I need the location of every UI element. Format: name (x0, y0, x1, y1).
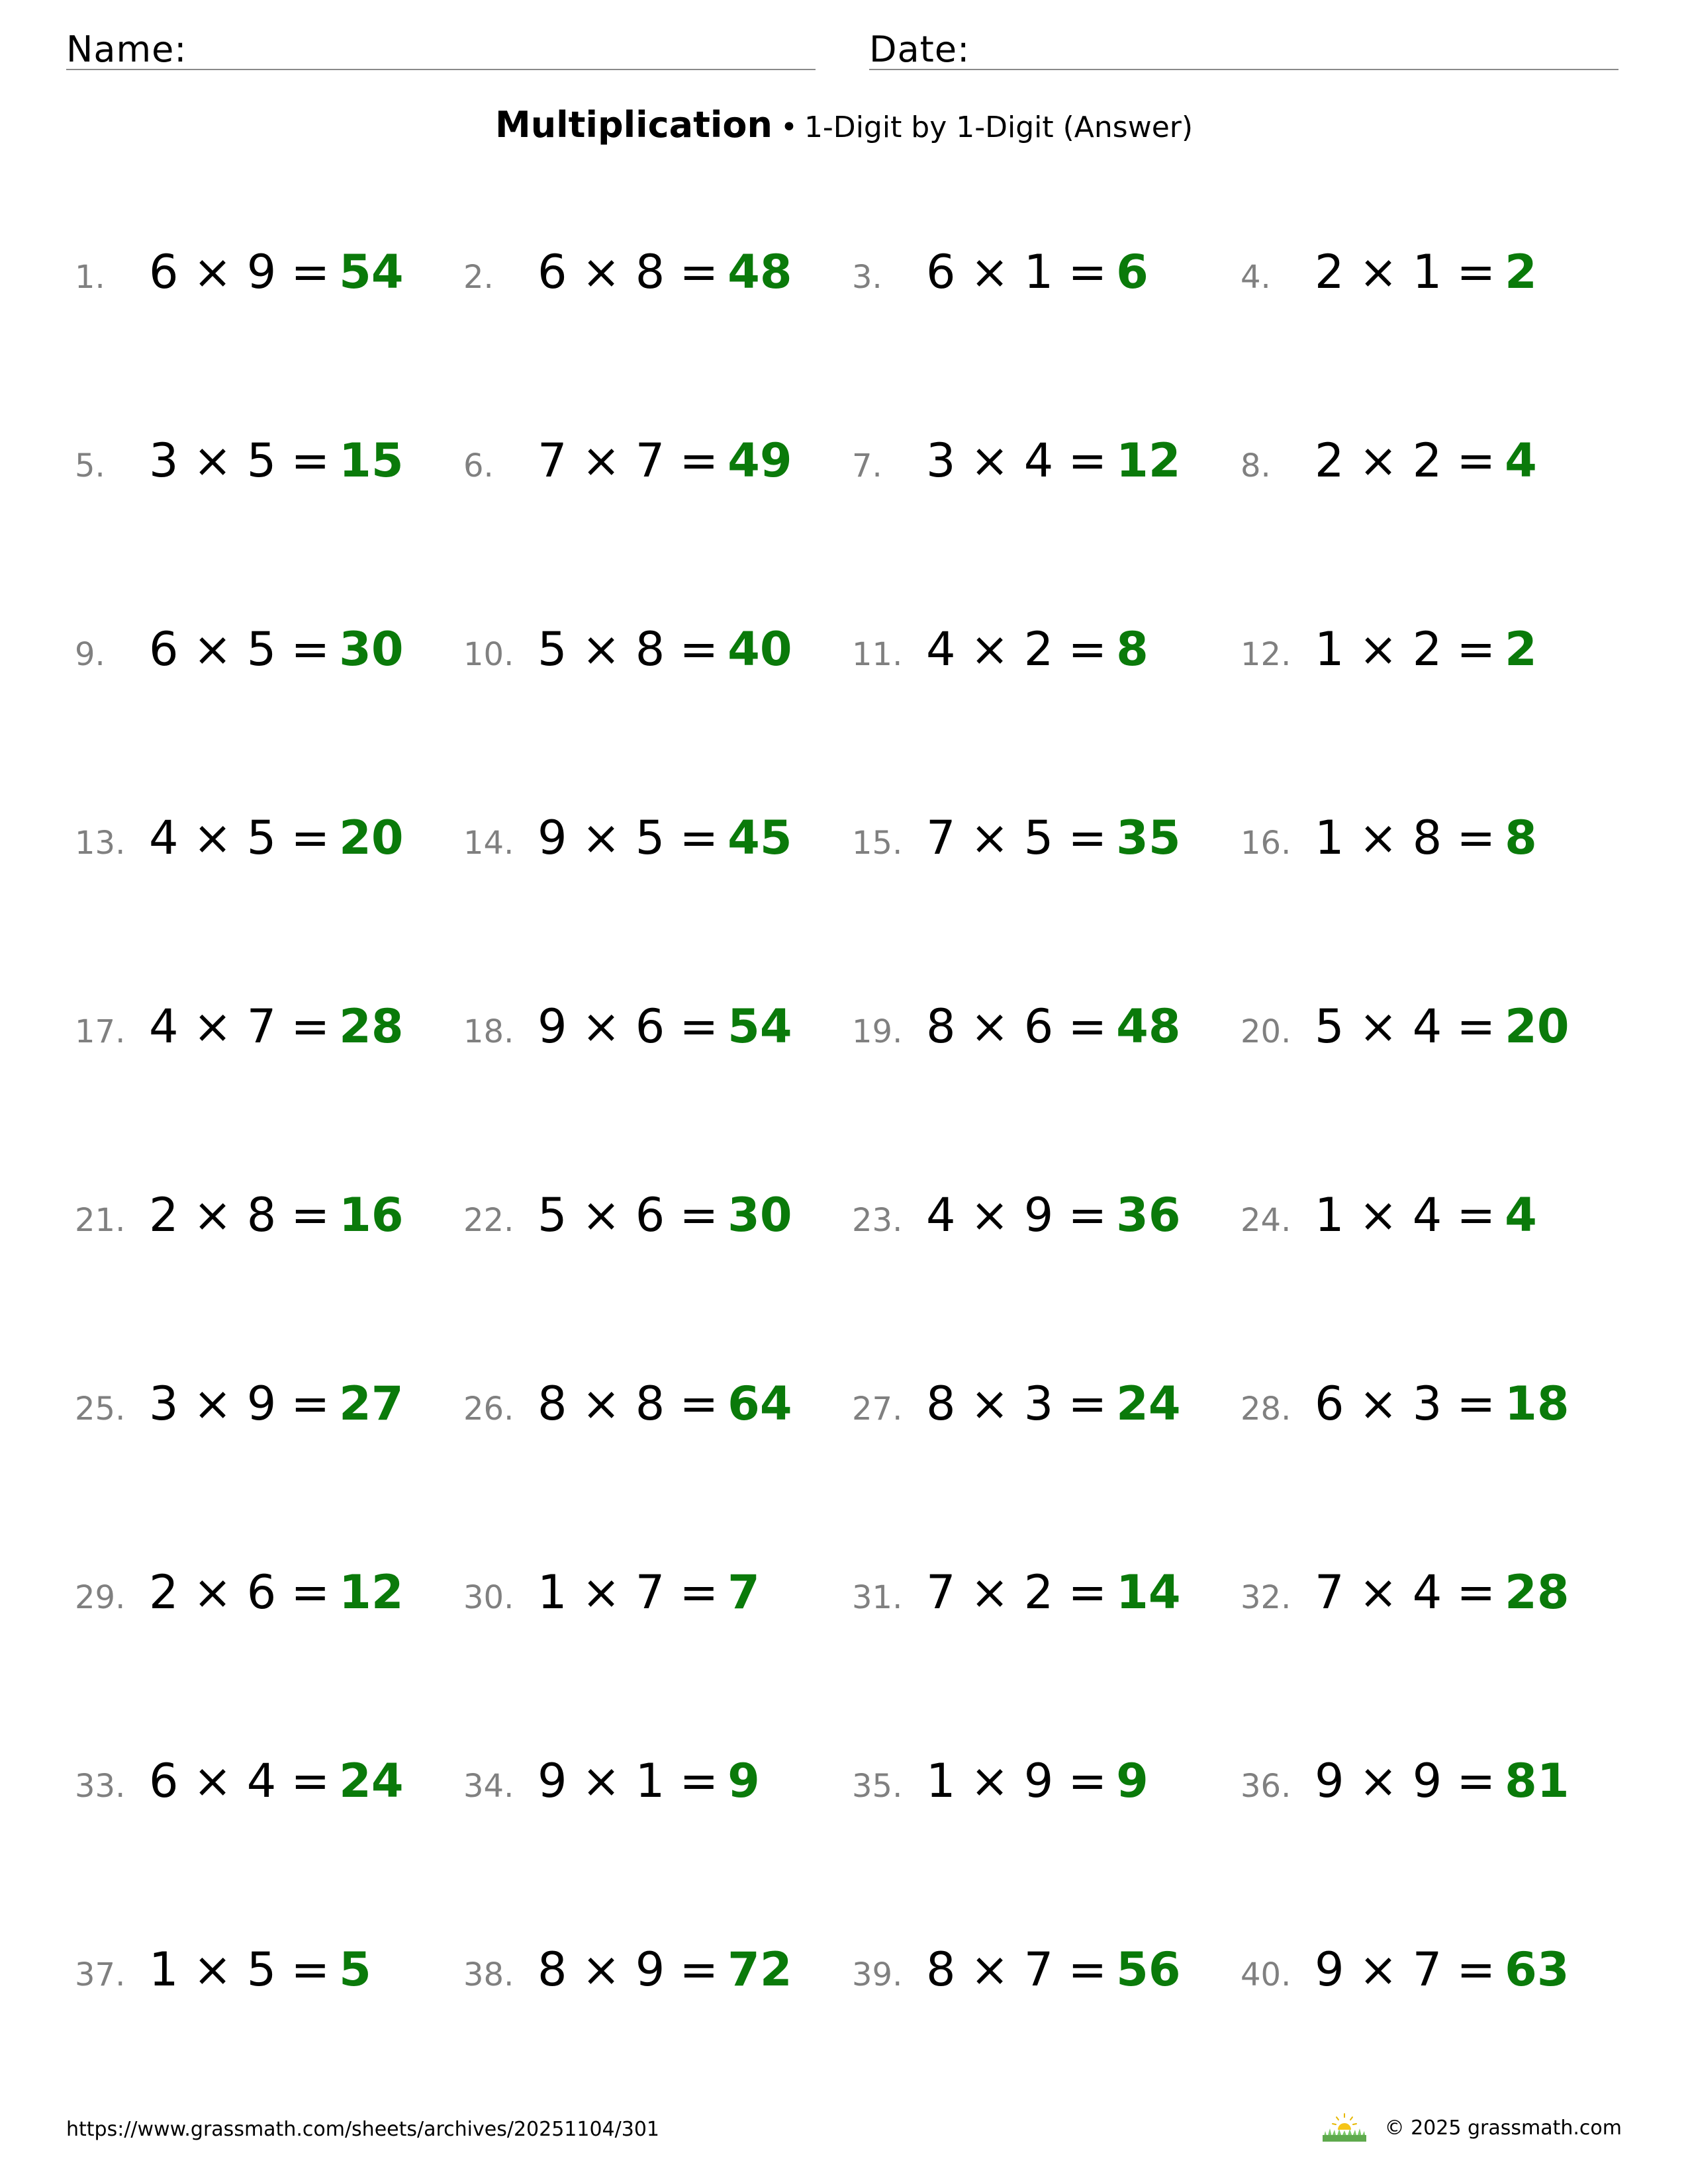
problem-item (75, 1377, 463, 1474)
problem-answer: 54 (727, 999, 792, 1054)
problem-item (75, 245, 463, 342)
problem-answer: 64 (727, 1377, 792, 1431)
problem-number: 5. (75, 447, 105, 484)
problem-answer: 2 (1505, 622, 1537, 676)
problem-expression: 2 × 6 = (149, 1565, 330, 1619)
problem-item (852, 433, 1241, 531)
name-label: Name: (66, 28, 187, 70)
problem-expression: 7 × 4 = (1315, 1565, 1496, 1619)
name-field[interactable] (66, 24, 816, 70)
problem-answer: 2 (1505, 245, 1537, 299)
date-label: Date: (869, 28, 970, 70)
problem-expression: 5 × 4 = (1315, 999, 1496, 1054)
problem-answer: 5 (339, 1942, 371, 1997)
worksheet-title (0, 104, 1688, 146)
problem-number: 15. (852, 825, 903, 862)
problem-expression: 5 × 6 = (538, 1188, 719, 1242)
problem-answer: 4 (1505, 1188, 1537, 1242)
problem-item (75, 1942, 463, 2040)
problem-item (1241, 1942, 1629, 2040)
problem-expression: 7 × 7 = (538, 433, 719, 488)
problem-number: 36. (1241, 1768, 1291, 1805)
problem-item (852, 1188, 1241, 1285)
problem-number: 26. (463, 1390, 514, 1428)
problem-expression: 4 × 5 = (149, 811, 330, 865)
problem-number: 38. (463, 1956, 514, 1993)
problem-number: 6. (463, 447, 494, 484)
problem-item (1241, 1754, 1629, 1851)
problem-item (852, 811, 1241, 908)
problem-answer: 20 (1505, 999, 1570, 1054)
problem-number: 7. (852, 447, 882, 484)
problem-item (463, 1942, 852, 2040)
problem-item (1241, 245, 1629, 342)
problem-item (852, 1377, 1241, 1474)
problem-item (852, 245, 1241, 342)
problem-answer: 14 (1116, 1565, 1181, 1619)
problem-answer: 48 (727, 245, 792, 299)
problem-answer: 16 (339, 1188, 404, 1242)
footer-copyright: © 2025 grassmath.com (1384, 2116, 1622, 2140)
problem-expression: 2 × 2 = (1315, 433, 1496, 488)
problem-expression: 1 × 8 = (1315, 811, 1496, 865)
problem-answer: 24 (1116, 1377, 1181, 1431)
problem-expression: 1 × 5 = (149, 1942, 330, 1997)
problem-item (463, 1565, 852, 1662)
problem-number: 27. (852, 1390, 903, 1428)
problem-number: 13. (75, 825, 126, 862)
problem-answer: 6 (1116, 245, 1149, 299)
problem-expression: 3 × 5 = (149, 433, 330, 488)
footer-url[interactable]: https://www.grassmath.com/sheets/archives/20251104/301 (66, 2118, 660, 2141)
problem-item (75, 1565, 463, 1662)
problem-expression: 2 × 8 = (149, 1188, 330, 1242)
problem-number: 1. (75, 259, 105, 296)
problem-expression: 6 × 9 = (149, 245, 330, 299)
problem-expression: 6 × 5 = (149, 622, 330, 676)
title-bullet: • (780, 111, 798, 144)
problem-number: 33. (75, 1768, 126, 1805)
problem-number: 8. (1241, 447, 1271, 484)
problem-item (463, 433, 852, 531)
problem-number: 31. (852, 1579, 903, 1616)
problem-expression: 9 × 5 = (538, 811, 719, 865)
problem-item (852, 622, 1241, 719)
problem-number: 19. (852, 1013, 903, 1050)
problem-expression: 9 × 6 = (538, 999, 719, 1054)
problem-expression: 6 × 3 = (1315, 1377, 1496, 1431)
problem-expression: 5 × 8 = (538, 622, 719, 676)
problem-item (852, 1565, 1241, 1662)
problem-answer: 30 (339, 622, 404, 676)
problem-expression: 4 × 9 = (926, 1188, 1107, 1242)
problem-number: 2. (463, 259, 494, 296)
problem-expression: 6 × 1 = (926, 245, 1107, 299)
problem-answer: 49 (727, 433, 792, 488)
problem-answer: 9 (727, 1754, 760, 1808)
problem-answer: 20 (339, 811, 404, 865)
problem-number: 23. (852, 1202, 903, 1239)
problem-item (463, 811, 852, 908)
problem-number: 14. (463, 825, 514, 862)
problem-item (1241, 1188, 1629, 1285)
problem-item (852, 1754, 1241, 1851)
problem-expression: 1 × 9 = (926, 1754, 1107, 1808)
problem-answer: 63 (1505, 1942, 1570, 1997)
problem-grid (75, 245, 1630, 2131)
problem-number: 25. (75, 1390, 126, 1428)
problem-number: 34. (463, 1768, 514, 1805)
problem-item (1241, 433, 1629, 531)
problem-expression: 9 × 9 = (1315, 1754, 1496, 1808)
problem-answer: 72 (727, 1942, 792, 1997)
problem-answer: 8 (1116, 622, 1149, 676)
problem-item (463, 1377, 852, 1474)
problem-number: 35. (852, 1768, 903, 1805)
problem-item (852, 1942, 1241, 2040)
problem-item (75, 999, 463, 1097)
problem-answer: 27 (339, 1377, 404, 1431)
problem-number: 30. (463, 1579, 514, 1616)
problem-item (1241, 811, 1629, 908)
problem-item (463, 622, 852, 719)
problem-number: 17. (75, 1013, 126, 1050)
problem-answer: 54 (339, 245, 404, 299)
problem-expression: 8 × 3 = (926, 1377, 1107, 1431)
problem-number: 29. (75, 1579, 126, 1616)
problem-expression: 3 × 4 = (926, 433, 1107, 488)
problem-number: 32. (1241, 1579, 1291, 1616)
footer-brand (1320, 2113, 1622, 2143)
problem-item (463, 245, 852, 342)
problem-answer: 24 (339, 1754, 404, 1808)
problem-expression: 1 × 4 = (1315, 1188, 1496, 1242)
problem-number: 39. (852, 1956, 903, 1993)
problem-answer: 45 (727, 811, 792, 865)
problem-item (75, 811, 463, 908)
problem-answer: 9 (1116, 1754, 1149, 1808)
grass-sun-logo-icon (1320, 2113, 1369, 2143)
problem-item (1241, 622, 1629, 719)
problem-answer: 12 (339, 1565, 404, 1619)
problem-expression: 1 × 2 = (1315, 622, 1496, 676)
problem-answer: 35 (1116, 811, 1181, 865)
problem-answer: 81 (1505, 1754, 1570, 1808)
problem-item (75, 1754, 463, 1851)
problem-answer: 15 (339, 433, 404, 488)
problem-answer: 12 (1116, 433, 1181, 488)
problem-item (1241, 1377, 1629, 1474)
problem-expression: 1 × 7 = (538, 1565, 719, 1619)
problem-number: 16. (1241, 825, 1291, 862)
problem-expression: 6 × 8 = (538, 245, 719, 299)
problem-expression: 7 × 2 = (926, 1565, 1107, 1619)
problem-item (463, 1754, 852, 1851)
problem-expression: 4 × 7 = (149, 999, 330, 1054)
problem-item (463, 1188, 852, 1285)
problem-answer: 28 (339, 999, 404, 1054)
problem-expression: 4 × 2 = (926, 622, 1107, 676)
problem-number: 10. (463, 636, 514, 673)
title-subtitle: 1-Digit by 1-Digit (Answer) (804, 111, 1194, 144)
problem-expression: 7 × 5 = (926, 811, 1107, 865)
title-main: Multiplication (494, 104, 773, 146)
problem-number: 12. (1241, 636, 1291, 673)
problem-answer: 40 (727, 622, 792, 676)
problem-answer: 48 (1116, 999, 1181, 1054)
problem-answer: 30 (727, 1188, 792, 1242)
date-field[interactable] (869, 24, 1618, 70)
problem-number: 40. (1241, 1956, 1291, 1993)
problem-expression: 8 × 9 = (538, 1942, 719, 1997)
problem-number: 37. (75, 1956, 126, 1993)
problem-expression: 9 × 1 = (538, 1754, 719, 1808)
problem-expression: 8 × 8 = (538, 1377, 719, 1431)
problem-number: 3. (852, 259, 882, 296)
problem-answer: 4 (1505, 433, 1537, 488)
problem-item (1241, 999, 1629, 1097)
problem-answer: 28 (1505, 1565, 1570, 1619)
problem-expression: 3 × 9 = (149, 1377, 330, 1431)
problem-number: 9. (75, 636, 105, 673)
problem-expression: 9 × 7 = (1315, 1942, 1496, 1997)
problem-item (1241, 1565, 1629, 1662)
problem-item (75, 1188, 463, 1285)
problem-item (463, 999, 852, 1097)
problem-expression: 2 × 1 = (1315, 245, 1496, 299)
problem-answer: 18 (1505, 1377, 1570, 1431)
problem-expression: 8 × 7 = (926, 1942, 1107, 1997)
problem-expression: 8 × 6 = (926, 999, 1107, 1054)
problem-answer: 36 (1116, 1188, 1181, 1242)
problem-number: 20. (1241, 1013, 1291, 1050)
problem-number: 18. (463, 1013, 514, 1050)
problem-number: 28. (1241, 1390, 1291, 1428)
problem-number: 24. (1241, 1202, 1291, 1239)
problem-answer: 56 (1116, 1942, 1181, 1997)
problem-expression: 6 × 4 = (149, 1754, 330, 1808)
problem-answer: 8 (1505, 811, 1537, 865)
problem-number: 22. (463, 1202, 514, 1239)
problem-item (75, 622, 463, 719)
problem-item (75, 433, 463, 531)
problem-answer: 7 (727, 1565, 760, 1619)
problem-number: 21. (75, 1202, 126, 1239)
problem-number: 4. (1241, 259, 1271, 296)
problem-number: 11. (852, 636, 903, 673)
problem-item (852, 999, 1241, 1097)
